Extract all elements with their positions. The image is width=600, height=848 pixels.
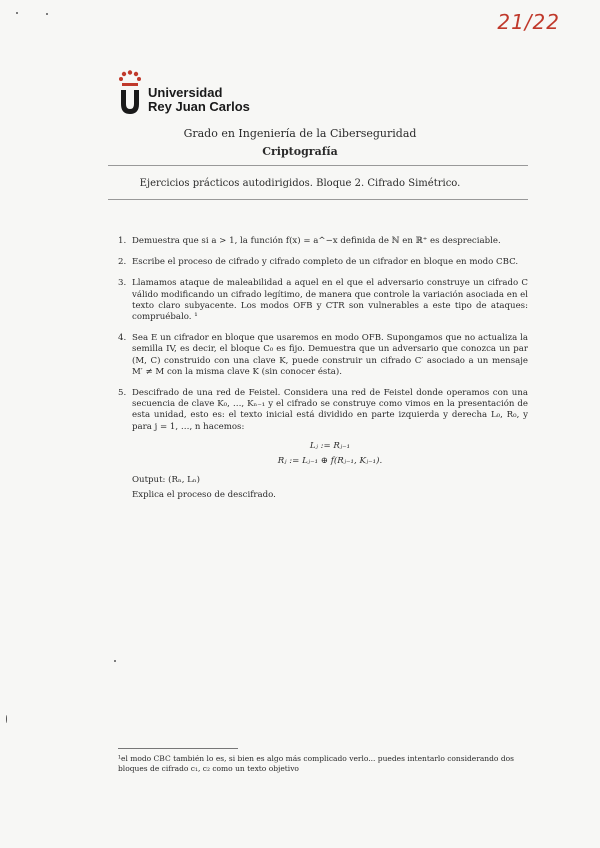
exercise-item xyxy=(118,333,528,378)
exercise-text: Descifrado de una red de Feistel. Considera una red de Feistel donde operamos con una secuencia de clave K₀, …, Kₙ₋₁ y el cifrado se construye como vimos en la presentación de esta unidad, esto es: el texto inicial está dividido en parte izquierda y derecha L₀, R₀, y para j = 1, …, n hacemos: xyxy=(132,388,528,432)
university-logo xyxy=(118,70,278,120)
footnote: ¹el modo CBC también lo es, si bien es algo más complicado verlo... puedes intentarlo considerando dos bloques de cifrado c₁, c₂ como un texto objetivo xyxy=(118,754,514,773)
exercise-number: 1. xyxy=(118,236,127,246)
exercise-number: 5. xyxy=(118,388,127,399)
exercise-number: 4. xyxy=(118,333,127,344)
university-name-line2: Rey Juan Carlos xyxy=(148,99,250,114)
exercise-number: 2. xyxy=(118,257,127,268)
exercise-text: Escribe el proceso de cifrado y cifrado completo de un cifrador en bloque en modo CBC. xyxy=(132,257,519,268)
exercise-text: Llamamos ataque de maleabilidad a aquel en el que el adversario construye un cifrado C válido modificando un cifrado legítimo, de manera que controle la variación asociada en el texto claro subyacente. Los modos OFB y CTR son vulnerables a este tipo de ataques: compruébalo. ¹ xyxy=(132,278,528,323)
feistel-equation-right: Rⱼ := Lⱼ₋₁ ⊕ f(Rⱼ₋₁, Kⱼ₋₁). xyxy=(277,456,383,467)
exercise-item xyxy=(118,257,528,268)
exercise-item xyxy=(118,388,528,502)
degree-title: Grado en Ingeniería de la Ciberseguridad xyxy=(183,127,417,140)
header-divider-bottom xyxy=(108,199,528,200)
feistel-equation-left: Lⱼ := Rⱼ₋₁ xyxy=(309,440,351,451)
scan-speck xyxy=(114,660,116,662)
header-divider-top xyxy=(108,165,528,166)
crown-u-icon xyxy=(118,70,142,116)
exercise-list xyxy=(118,236,528,512)
exercise-set-title: Ejercicios prácticos autodirigidos. Bloque 2. Cifrado Simétrico. xyxy=(139,178,461,189)
handwritten-page-mark: 21/22 xyxy=(497,10,560,34)
university-name-line1: Universidad xyxy=(148,85,223,100)
scan-speck xyxy=(16,12,18,14)
course-title: Criptografía xyxy=(262,145,338,158)
feistel-output: Output: (Rₙ, Lₙ) xyxy=(132,475,200,486)
scan-speck xyxy=(46,13,48,15)
scan-speck xyxy=(6,715,7,723)
exercise-text: Demuestra que si a > 1, la función f(x) = a^−x definida de ℕ en ℝ⁺ es despreciable. xyxy=(132,236,501,246)
feistel-equations xyxy=(132,441,528,467)
university-name xyxy=(148,86,250,114)
exercise-item xyxy=(118,278,528,323)
exercise-body xyxy=(132,388,528,502)
exercise-item xyxy=(118,236,528,247)
exercise-text: Sea E un cifrador en bloque que usaremos en modo OFB. Supongamos que no actualiza la semilla IV, es decir, el bloque C₀ es fijo. Demuestra que un adversario que conozca un par (M, C) construido con una clave K, puede construir un cifrado C′ asociado a un mensaje M′ ≠ M con la misma clave K (sin conocer ésta). xyxy=(132,333,528,377)
footnote-divider xyxy=(118,748,238,749)
feistel-instruction: Explica el proceso de descifrado. xyxy=(132,490,276,501)
exercise-number: 3. xyxy=(118,278,127,289)
